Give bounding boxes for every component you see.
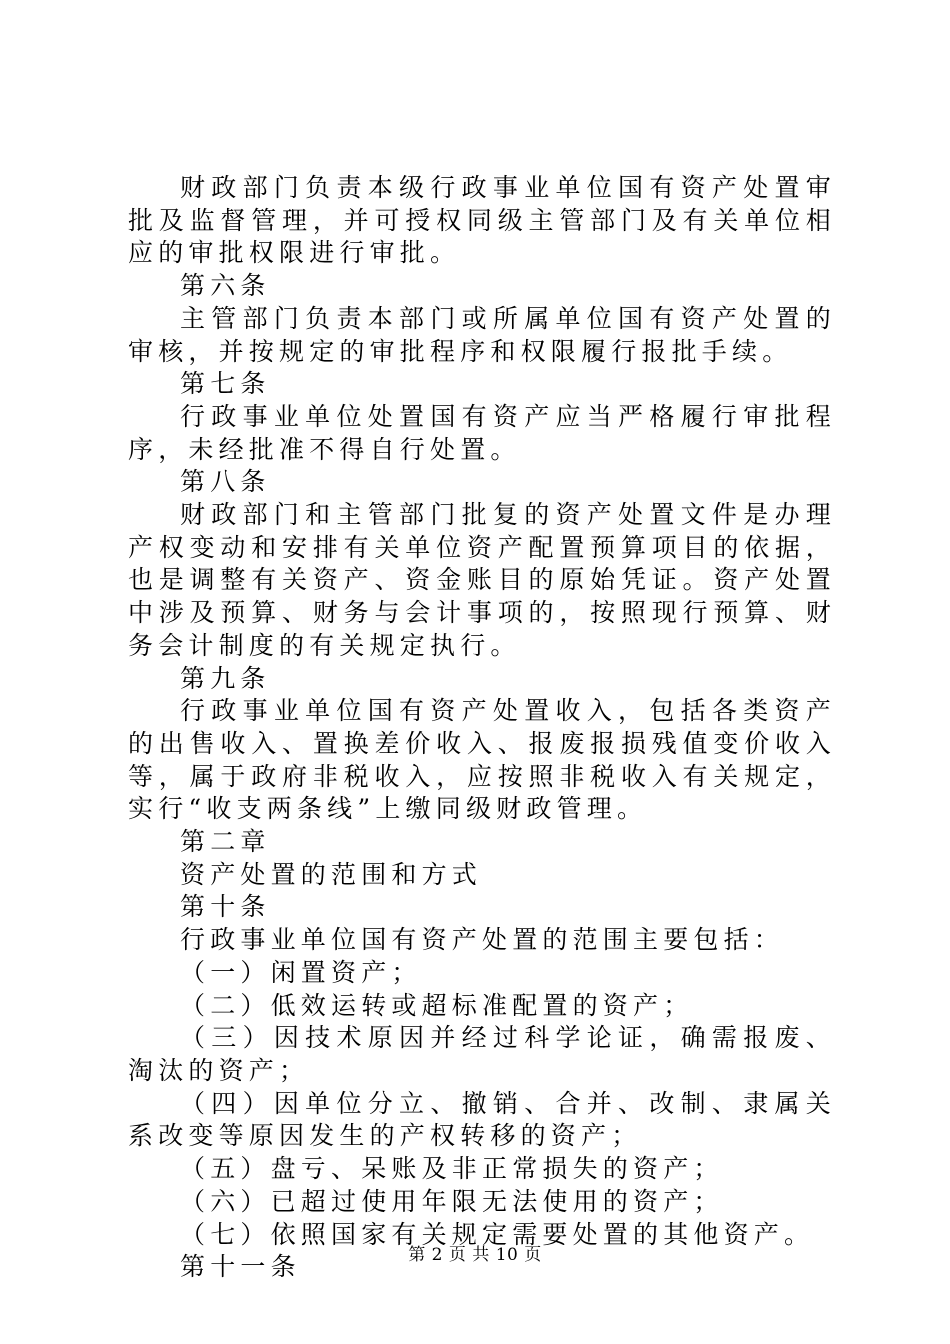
list-item-6: （六）已超过使用年限无法使用的资产；: [180, 1186, 724, 1216]
paragraph-article-9: 行政事业单位国有资产处置收入，包括各类资产的出售收入、置换差价收入、报废报损残值变价收入等，属于政府非税收入，应按照非税收入有关规定，实行“收支两条线”上缴同级财政管理。: [128, 696, 836, 824]
list-item-3: （三）因技术原因并经过科学论证，确需报废、淘汰的资产；: [128, 1023, 836, 1085]
paragraph-approval-authority: 财政部门负责本级行政事业单位国有资产处置审批及监督管理，并可授权同级主管部门及有关单位相应的审批权限进行审批。: [128, 173, 836, 268]
paragraph-article-6: 主管部门负责本部门或所属单位国有资产处置的审核，并按规定的审批程序和权限履行报批手续。: [128, 303, 836, 366]
paragraph-article-8: 财政部门和主管部门批复的资产处置文件是办理产权变动和安排有关单位资产配置预算项目的依据，也是调整有关资产、资金账目的原始凭证。资产处置中涉及预算、财务与会计事项的，按照现行预算、财务会计制度的有关规定执行。: [128, 500, 836, 660]
chapter-title-2: 资产处置的范围和方式: [180, 859, 483, 889]
list-item-7: （七）依照国家有关规定需要处置的其他资产。: [180, 1219, 815, 1249]
list-item-1: （一）闲置资产；: [180, 957, 422, 987]
chapter-heading-2: 第二章: [180, 827, 271, 857]
article-heading-6: 第六条: [180, 271, 271, 301]
paragraph-article-7: 行政事业单位处置国有资产应当严格履行审批程序，未经批准不得自行处置。: [128, 401, 836, 464]
page-number-footer: 第 2 页 共 10 页: [408, 1245, 542, 1265]
article-heading-9: 第九条: [180, 663, 271, 693]
document-body: [128, 172, 836, 1284]
paragraph-article-10: 行政事业单位国有资产处置的范围主要包括：: [180, 925, 785, 955]
list-item-5: （五）盘亏、呆账及非正常损失的资产；: [180, 1154, 724, 1184]
article-heading-10: 第十条: [180, 892, 271, 922]
article-heading-11: 第十一条: [180, 1252, 301, 1282]
article-heading-7: 第七条: [180, 369, 271, 399]
article-heading-8: 第八条: [180, 467, 271, 497]
list-item-4: （四）因单位分立、撤销、合并、改制、隶属关系改变等原因发生的产权转移的资产；: [128, 1088, 836, 1151]
list-item-2: （二）低效运转或超标准配置的资产；: [180, 990, 694, 1020]
